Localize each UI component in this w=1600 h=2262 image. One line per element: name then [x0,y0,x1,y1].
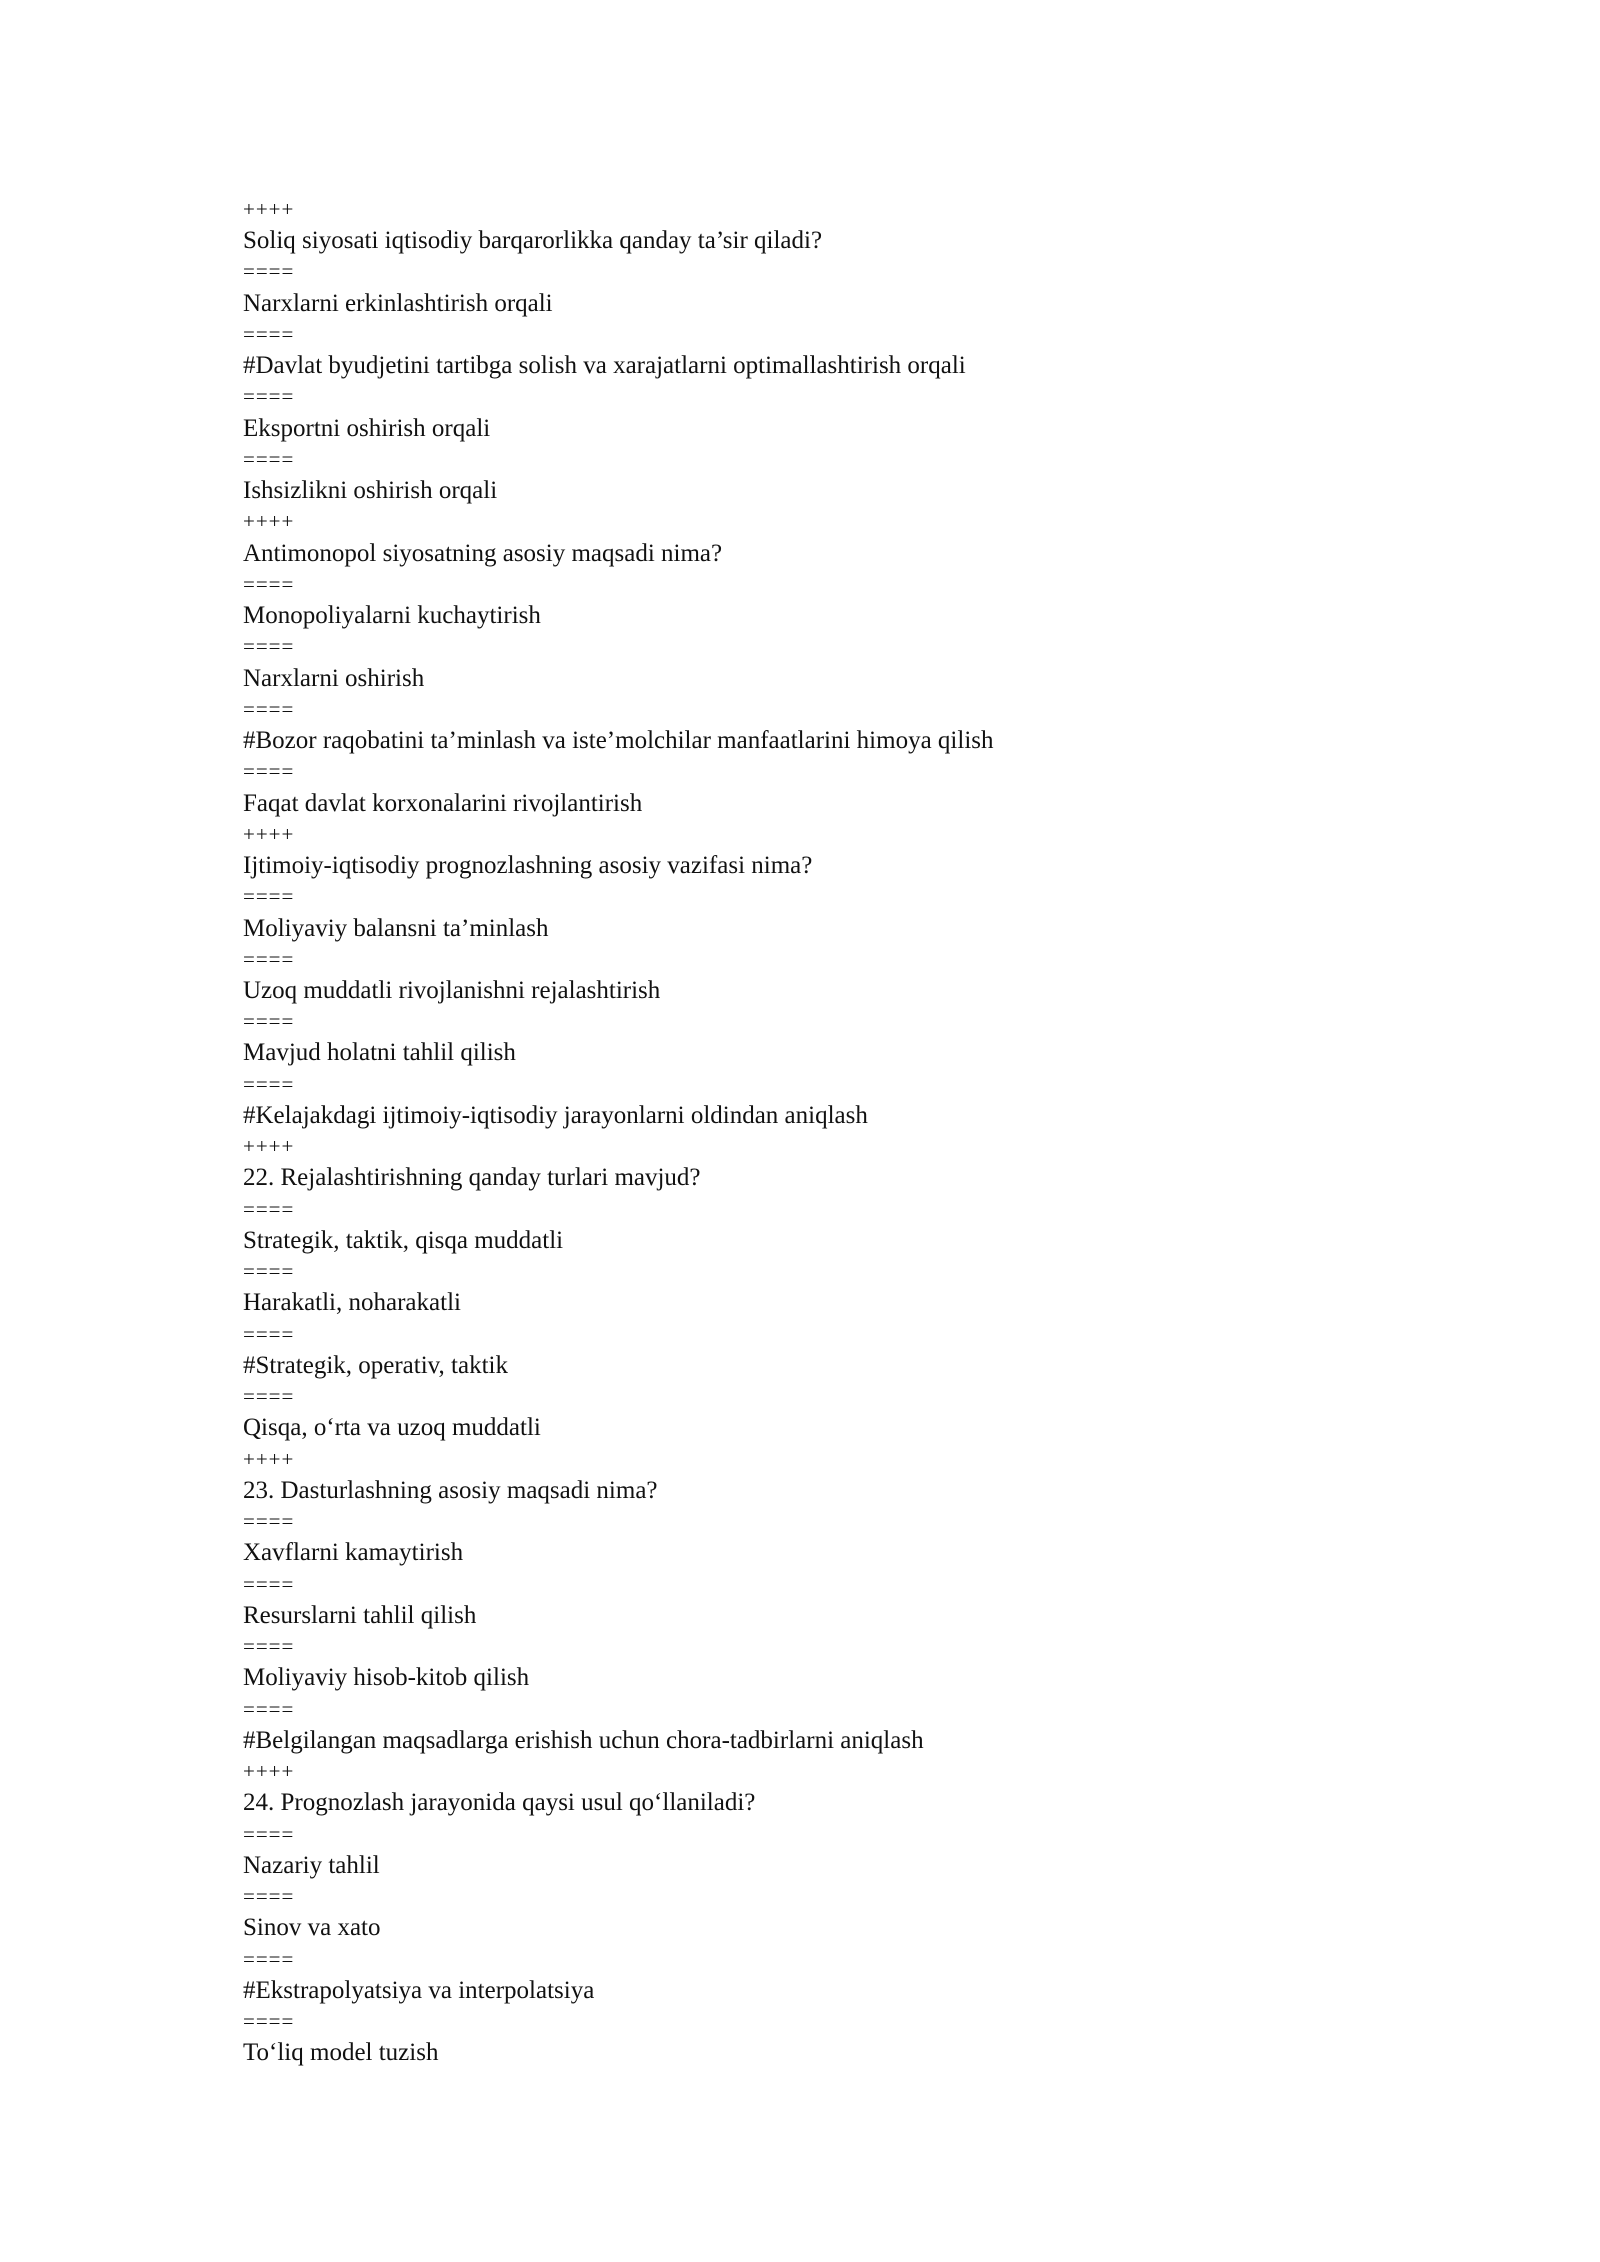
answer-option: Moliyaviy balansni ta’minlash [243,914,549,942]
question-text: 24. Prognozlash jarayonida qaysi usul qo‘llaniladi? [243,1789,756,1817]
answer-option: Narxlarni oshirish [243,664,425,692]
answer-option: Resurslarni tahlil qilish [243,1601,477,1629]
answer-option: Nazariy tahlil [243,1851,380,1879]
answer-separator: ==== [243,1884,295,1909]
document-page [243,194,1443,2069]
answer-option-correct: #Davlat byudjetini tartibga solish va xarajatlarni optimallashtirish orqali [243,352,966,380]
question-text: 23. Dasturlashning asosiy maqsadi nima? [243,1476,658,1504]
answer-separator: ==== [243,1821,295,1846]
answer-separator: ==== [243,2009,295,2034]
answer-option: Strategik, taktik, qisqa muddatli [243,1226,564,1254]
answer-option-correct: #Strategik, operativ, taktik [243,1351,508,1379]
answer-separator: ==== [243,1196,295,1221]
question-separator: ++++ [243,821,295,846]
question-separator: ++++ [243,1446,295,1471]
answer-option: Moliyaviy hisob-kitob qilish [243,1664,530,1692]
answer-separator: ==== [243,634,295,659]
question-text: Ijtimoiy-iqtisodiy prognozlashning asosiy vazifasi nima? [243,852,813,880]
answer-option: Faqat davlat korxonalarini rivojlantirish [243,789,643,817]
answer-separator: ==== [243,1071,295,1096]
question-separator: ++++ [243,1134,295,1159]
answer-option-correct: #Kelajakdagi ijtimoiy-iqtisodiy jarayonlarni oldindan aniqlash [243,1101,868,1129]
answer-option: Monopoliyalarni kuchaytirish [243,602,541,630]
answer-separator: ==== [243,321,295,346]
answer-option: Sinov va xato [243,1914,381,1942]
answer-option-correct: #Belgilangan maqsadlarga erishish uchun chora-tadbirlarni aniqlash [243,1726,924,1754]
answer-separator: ==== [243,946,295,971]
answer-separator: ==== [243,1259,295,1284]
answer-option: Mavjud holatni tahlil qilish [243,1039,516,1067]
answer-separator: ==== [243,571,295,596]
answer-separator: ==== [243,1946,295,1971]
answer-option: Xavflarni kamaytirish [243,1539,464,1567]
answer-separator: ==== [243,1509,295,1534]
answer-separator: ==== [243,1571,295,1596]
answer-option: Harakatli, noharakatli [243,1289,461,1317]
answer-separator: ==== [243,1634,295,1659]
answer-separator: ==== [243,884,295,909]
answer-option: Uzoq muddatli rivojlanishni rejalashtirish [243,977,661,1004]
question-text: Antimonopol siyosatning asosiy maqsadi nima? [243,539,723,567]
answer-separator: ==== [243,1009,295,1034]
answer-separator: ==== [243,259,295,284]
question-separator: ++++ [243,509,295,534]
answer-option: To‘liq model tuzish [243,2039,439,2067]
answer-separator: ==== [243,696,295,721]
answer-option-correct: #Bozor raqobatini ta’minlash va iste’molchilar manfaatlarini himoya qilish [243,727,994,755]
answer-separator: ==== [243,1321,295,1346]
answer-option-correct: #Ekstrapolyatsiya va interpolatsiya [243,1976,595,2004]
question-separator: ++++ [243,1759,295,1784]
answer-separator: ==== [243,1384,295,1409]
answer-option: Ishsizlikni oshirish orqali [243,477,498,505]
answer-option: Narxlarni erkinlashtirish orqali [243,289,553,317]
answer-separator: ==== [243,1696,295,1721]
answer-separator: ==== [243,384,295,409]
answer-separator: ==== [243,759,295,784]
answer-option: Eksportni oshirish orqali [243,414,491,442]
question-text: Soliq siyosati iqtisodiy barqarorlikka qanday ta’sir qiladi? [243,227,823,255]
question-separator: ++++ [243,197,295,221]
answer-option: Qisqa, o‘rta va uzoq muddatli [243,1414,541,1442]
answer-separator: ==== [243,446,295,471]
question-text: 22. Rejalashtirishning qanday turlari mavjud? [243,1164,701,1192]
